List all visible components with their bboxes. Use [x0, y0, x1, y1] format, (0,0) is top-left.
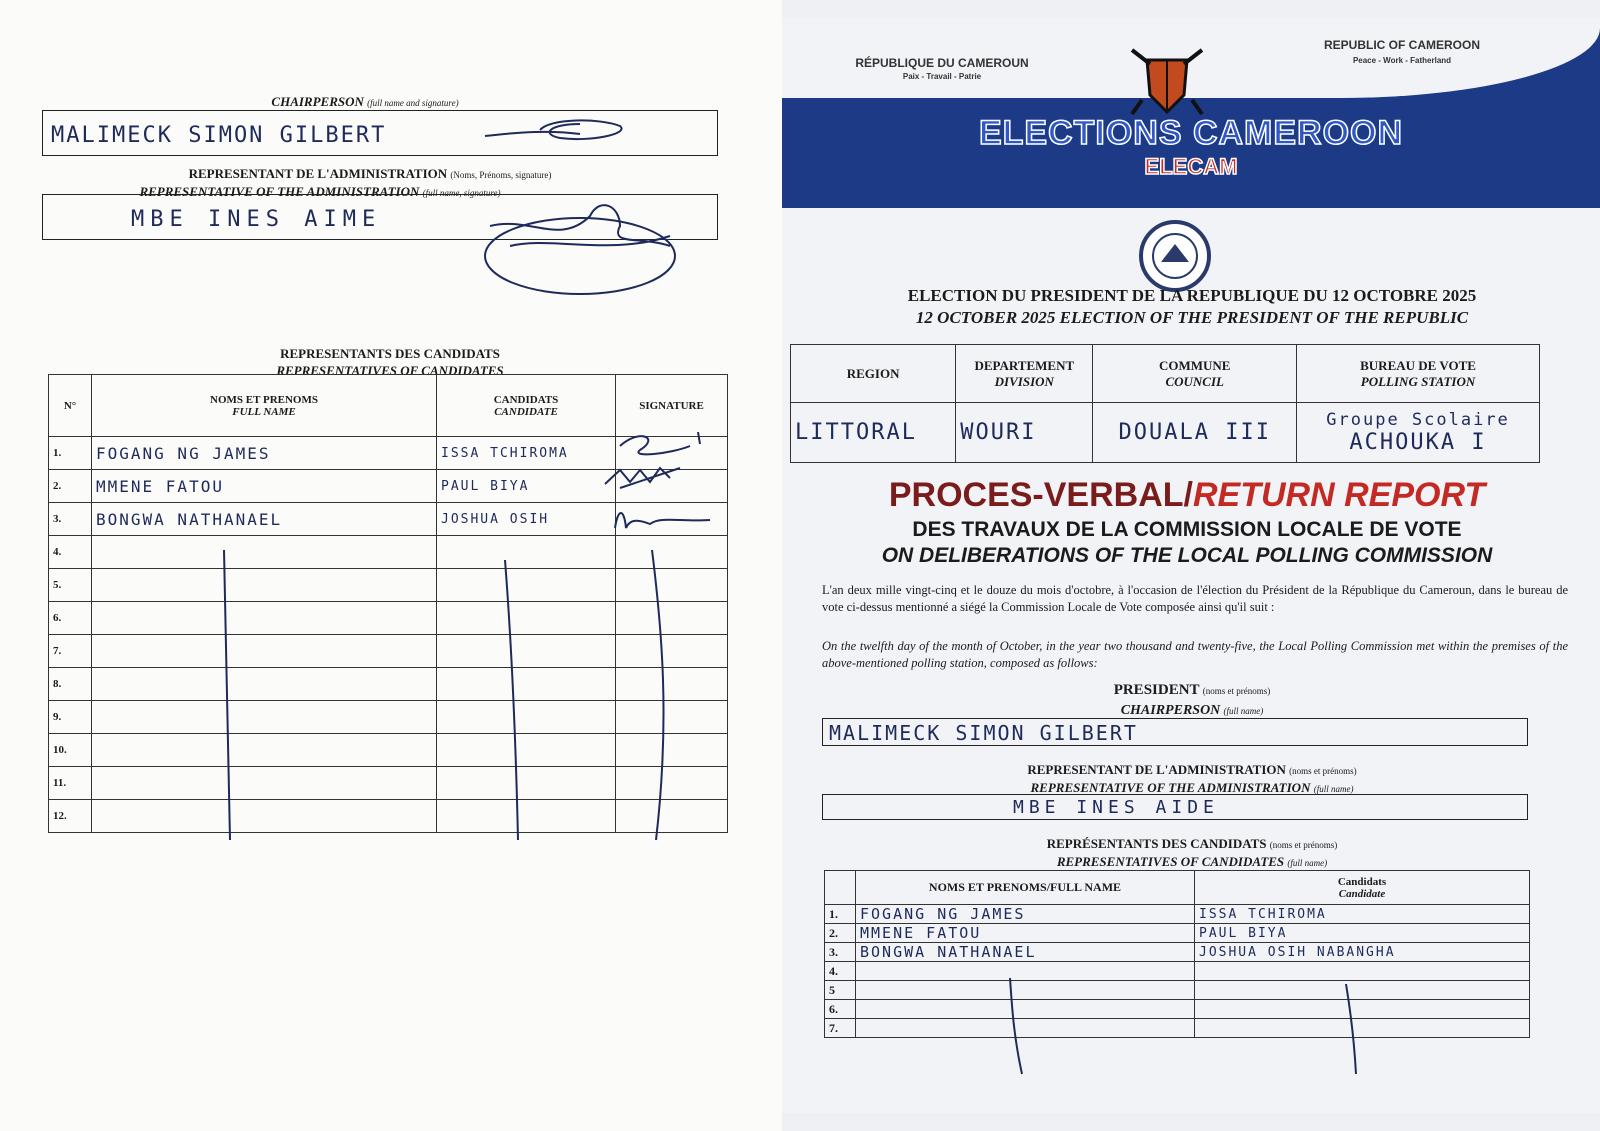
row-number: 11. [49, 767, 92, 800]
row-number: 5 [825, 981, 856, 1000]
row-number: 8. [49, 668, 92, 701]
report-title-fr: PROCES-VERBAL/ [888, 476, 1193, 514]
location-header-cell [791, 345, 956, 403]
row-number: 4. [825, 962, 856, 981]
admin-hint-en: (full name, signature) [422, 188, 501, 198]
row-number: 10. [49, 734, 92, 767]
election-title-en: 12 OCTOBER 2025 ELECTION OF THE PRESIDENT OF THE REPUBLIC [915, 308, 1469, 327]
republic-en: REPUBLIC OF CAMEROON [1324, 38, 1480, 52]
header-names [92, 375, 437, 437]
row-candidate[interactable]: ISSA TCHIROMA [437, 437, 616, 470]
right-cand-header-candidate [1195, 871, 1530, 905]
right-page [782, 18, 1600, 1113]
table-row [825, 924, 1530, 943]
location-header-fr: DEPARTEMENT [974, 357, 1075, 373]
candidates-title-fr: REPRESENTANTS DES CANDIDATS [280, 346, 500, 361]
row-full-name[interactable]: MMENE FATOU [856, 924, 1195, 943]
admin-label-en: REPRESENTATIVE OF THE ADMINISTRATION [139, 184, 420, 199]
admin-hint-fr: (Noms, Prénoms, signature) [450, 170, 552, 180]
location-header-en: POLLING STATION [1360, 373, 1476, 389]
location-header-row [791, 345, 1540, 403]
chairperson-signature-icon [480, 112, 660, 152]
president-label-row [982, 682, 1402, 699]
right-cand-label-row [902, 836, 1482, 852]
right-cand-label-fr: REPRÉSENTANTS DES CANDIDATS [1046, 836, 1267, 851]
location-header-fr: REGION [846, 365, 900, 381]
location-header-cell [1297, 345, 1540, 403]
right-admin-hint-en: (full name) [1313, 784, 1354, 794]
location-header-en: COUNCIL [1165, 373, 1224, 389]
right-cand-label-en: REPRESENTATIVES OF CANDIDATES [1056, 854, 1285, 869]
president-label-fr: PRESIDENT [1113, 682, 1200, 698]
location-header-en: DIVISION [994, 373, 1054, 389]
chairperson-label: CHAIRPERSON [271, 94, 364, 109]
president-hint-fr: (noms et prénoms) [1202, 686, 1271, 696]
right-cand-header-fr: Candidats [1337, 875, 1387, 888]
candidate-signatures-icon [600, 428, 720, 538]
subtitle-fr: DES TRAVAUX DE LA COMMISSION LOCALE DE VOTE [912, 518, 1462, 541]
header-candidate [437, 375, 616, 437]
row-candidate[interactable]: ISSA TCHIROMA [1195, 905, 1530, 924]
row-number: 12. [49, 800, 92, 833]
row-number: 3. [825, 943, 856, 962]
right-admin-hint-fr: (noms et prénoms) [1289, 766, 1357, 776]
right-admin-label-en: REPRESENTATIVE OF THE ADMINISTRATION [1030, 780, 1311, 795]
admin-label-fr-row [110, 166, 630, 182]
right-admin-value: MBE INES AIDE [1013, 797, 1219, 818]
row-number: 7. [825, 1019, 856, 1038]
election-title-fr: ELECTION DU PRESIDENT DE LA REPUBLIQUE DU 12 OCTOBRE 2025 [907, 286, 1477, 305]
intro-en: On the twelfth day of the month of October, in the year two thousand and twenty-five, the Local Polling Commission met within the premises of the above-mentioned polling station, composed as follows: [822, 639, 1568, 670]
right-cand-hint-fr: (noms et prénoms) [1269, 840, 1338, 850]
elecam-seal-icon [1137, 218, 1213, 294]
row-number: 7. [49, 635, 92, 668]
intro-fr: L'an deux mille vingt-cinq et le douze du mois d'octobre, à l'occasion de l'élection du Président de la République du Cameroun, dans le bureau de vote ci-dessus mentionné a siégé la Commission Locale de Vote composée ainsi qu'il suit : [822, 583, 1568, 614]
right-admin-field[interactable] [822, 794, 1528, 820]
right-cand-header-en: Candidate [1338, 887, 1386, 900]
row-full-name[interactable]: BONGWA NATHANAEL [92, 503, 437, 536]
right-admin-label-fr: REPRESENTANT DE L'ADMINISTRATION [1027, 762, 1286, 777]
org-title: ELECTIONS CAMEROON [978, 114, 1404, 152]
left-page [0, 0, 782, 1131]
header-candidate-fr: CANDIDATS [493, 393, 559, 406]
president-label-en-row [982, 702, 1402, 719]
header-signature: SIGNATURE [616, 375, 728, 437]
row-full-name[interactable]: FOGANG NG JAMES [856, 905, 1195, 924]
admin-label-fr: REPRESENTANT DE L'ADMINISTRATION [188, 166, 448, 181]
region-value[interactable]: LITTORAL [791, 403, 956, 463]
row-full-name[interactable]: BONGWA NATHANAEL [856, 943, 1195, 962]
right-cand-label-en-row [902, 854, 1482, 870]
polling-station-line2: ACHOUKA I [1349, 430, 1487, 455]
header-names-en: FULL NAME [232, 405, 296, 418]
table-row [825, 905, 1530, 924]
coat-of-arms-icon [1122, 40, 1212, 120]
row-number: 2. [49, 470, 92, 503]
admin-signature-icon [470, 186, 710, 306]
row-number: 6. [825, 1000, 856, 1019]
chairperson-label-row [130, 94, 600, 110]
row-candidate[interactable]: JOSHUA OSIH [437, 503, 616, 536]
president-hint-en: (full name) [1223, 706, 1264, 716]
location-header-cell [1093, 345, 1297, 403]
row-number: 5. [49, 569, 92, 602]
row-number: 4. [49, 536, 92, 569]
report-title-en: RETURN REPORT [1192, 476, 1486, 514]
location-header-fr: BUREAU DE VOTE [1360, 357, 1476, 373]
location-table [790, 344, 1540, 463]
right-cand-hint-en: (full name) [1287, 858, 1328, 868]
president-value: MALIMECK SIMON GILBERT [829, 721, 1138, 745]
row-candidate[interactable]: JOSHUA OSIH NABANGHA [1195, 943, 1530, 962]
row-full-name[interactable]: MMENE FATOU [92, 470, 437, 503]
council-value[interactable]: DOUALA III [1093, 403, 1297, 463]
report-title [792, 476, 1582, 515]
row-number: 6. [49, 602, 92, 635]
row-full-name[interactable]: FOGANG NG JAMES [92, 437, 437, 470]
header-candidate-en: CANDIDATE [494, 405, 558, 418]
polling-station-line1: Groupe Scolaire [1326, 410, 1510, 430]
right-admin-label-row [902, 762, 1482, 778]
row-number: 1. [49, 437, 92, 470]
location-header-fr: COMMUNE [1158, 357, 1231, 373]
location-values-row [791, 403, 1540, 463]
header-names-fr: NOMS ET PRENOMS [210, 393, 318, 406]
right-cand-header-row [825, 871, 1530, 905]
republic-fr: RÉPUBLIQUE DU CAMEROUN [855, 56, 1029, 70]
row-number: 1. [825, 905, 856, 924]
right-empty-rows-strike-icon [1002, 978, 1362, 1078]
motto-en: Peace - Work - Fatherland [1352, 56, 1452, 65]
location-header-cell [956, 345, 1093, 403]
table-row [825, 943, 1530, 962]
org-acronym: ELECAM [1144, 154, 1238, 179]
right-cand-header-names: NOMS ET PRENOMS/FULL NAME [856, 871, 1195, 905]
empty-rows-strike-icon [200, 550, 680, 850]
division-value[interactable]: WOURI [956, 403, 1093, 463]
chairperson-hint: (full name and signature) [367, 98, 459, 108]
president-label-en: CHAIRPERSON [1120, 703, 1221, 718]
chairperson-value: MALIMECK SIMON GILBERT [51, 123, 387, 148]
polling-station-value[interactable] [1297, 403, 1540, 463]
header-no: N° [49, 375, 92, 437]
row-number: 3. [49, 503, 92, 536]
row-number: 2. [825, 924, 856, 943]
row-candidate[interactable]: PAUL BIYA [437, 470, 616, 503]
subtitle-en: ON DELIBERATIONS OF THE LOCAL POLLING COMMISSION [881, 544, 1493, 567]
admin-value: MBE INES AIME [131, 207, 382, 232]
row-number: 9. [49, 701, 92, 734]
president-field[interactable] [822, 718, 1528, 746]
motto-fr: Paix - Travail - Patrie [902, 72, 982, 81]
row-candidate[interactable]: PAUL BIYA [1195, 924, 1530, 943]
candidates-title-en: REPRESENTATIVES OF CANDIDATES [276, 363, 504, 378]
right-cand-header-no [825, 871, 856, 905]
